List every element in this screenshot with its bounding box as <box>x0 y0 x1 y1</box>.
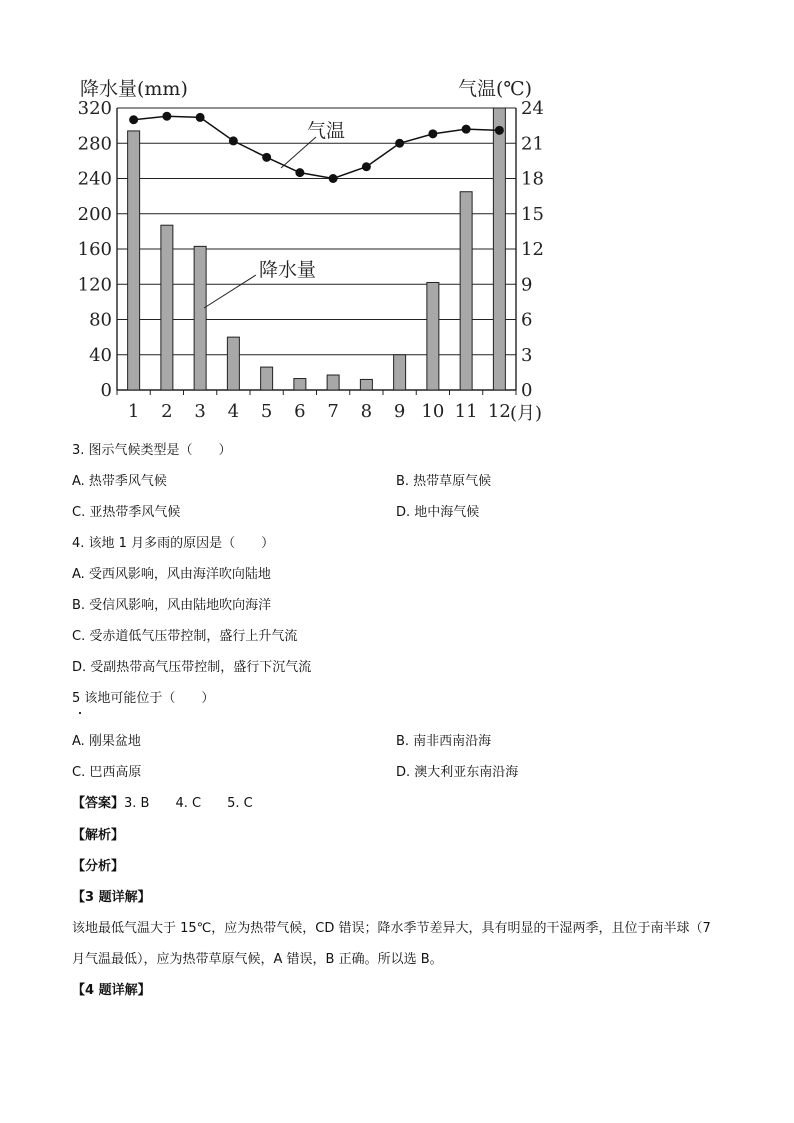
right-axis-title: 气温(℃) <box>458 78 533 100</box>
right-tick-label: 12 <box>521 239 544 260</box>
jiexi-heading: 【解析】 <box>72 828 125 843</box>
x-tick-label: 3 <box>194 401 206 422</box>
q4-option-a: A. 受西风影响，风由海洋吹向陆地 <box>72 567 271 582</box>
x-tick-label: 2 <box>161 401 173 422</box>
temp-annotation-label: 气温 <box>307 120 346 142</box>
precip-bar <box>294 379 306 390</box>
right-tick-label: 21 <box>521 133 544 155</box>
x-tick-label: 11 <box>454 401 478 422</box>
x-tick-label: 9 <box>393 401 406 422</box>
q5-option-a: A. 刚果盆地 <box>72 734 141 749</box>
temp-point <box>129 115 138 124</box>
q4-detail-heading: 【4 题详解】 <box>72 983 151 998</box>
q5-option-c: C. 巴西高原 <box>72 765 142 780</box>
temp-point <box>462 125 471 134</box>
precip-bar <box>128 131 140 390</box>
stray-dot <box>79 712 81 714</box>
precip-bar <box>327 375 339 390</box>
x-axis-labels <box>128 401 511 422</box>
precip-annotation-leader <box>204 275 256 308</box>
left-tick-label: 0 <box>100 380 112 401</box>
right-tick-label: 0 <box>521 380 533 401</box>
q4-option-d: D. 受副热带高气压带控制，盛行下沉气流 <box>72 660 312 675</box>
x-axis-unit: (月) <box>510 403 543 424</box>
temp-point <box>362 162 371 171</box>
temp-point <box>262 153 271 162</box>
temp-point <box>295 168 304 177</box>
temp-point <box>196 113 205 122</box>
temp-point <box>229 136 238 145</box>
climate-chart <box>70 70 570 430</box>
right-tick-label: 24 <box>521 98 544 119</box>
left-tick-label: 320 <box>77 98 112 119</box>
temp-point <box>329 174 338 183</box>
q3-option-c: C. 亚热带季风气候 <box>72 505 181 520</box>
x-tick-label: 5 <box>260 401 273 422</box>
left-tick-label: 280 <box>77 133 112 155</box>
precip-bar <box>427 282 439 390</box>
answer-label: 【答案】 <box>72 796 125 811</box>
precip-bar <box>460 192 472 390</box>
precip-bar <box>194 246 206 390</box>
q3-option-b: B. 热带草原气候 <box>396 474 492 489</box>
answer-line <box>72 795 253 813</box>
fenxi-heading: 【分析】 <box>72 859 125 874</box>
right-tick-label: 9 <box>521 274 533 296</box>
q4-option-b: B. 受信风影响，风由陆地吹向海洋 <box>72 598 272 613</box>
question-5: 5 该地可能位于（ ） <box>72 691 215 706</box>
precip-bar <box>261 367 273 390</box>
x-tick-label: 8 <box>360 401 373 422</box>
chart-grid <box>117 108 516 395</box>
x-tick-label: 10 <box>421 401 445 422</box>
precip-bar <box>493 108 505 390</box>
x-tick-label: 4 <box>227 401 240 422</box>
right-tick-label: 18 <box>521 168 544 190</box>
precip-annotation-label: 降水量 <box>259 259 317 281</box>
q3-detail-heading: 【3 题详解】 <box>72 890 151 905</box>
left-tick-label: 200 <box>77 203 112 225</box>
right-tick-label: 6 <box>521 309 533 331</box>
left-tick-label: 80 <box>89 309 112 331</box>
precip-bar <box>161 225 173 390</box>
precip-bar <box>360 379 372 390</box>
left-axis-title: 降水量(mm) <box>80 78 188 100</box>
right-tick-label: 15 <box>521 203 544 225</box>
right-tick-label: 3 <box>521 344 533 366</box>
left-tick-label: 240 <box>77 168 112 190</box>
q3-option-a: A. 热带季风气候 <box>72 474 167 489</box>
question-4: 4. 该地 1 月多雨的原因是（ ） <box>72 536 275 551</box>
x-tick-label: 1 <box>127 401 140 422</box>
left-tick-label: 160 <box>77 239 112 260</box>
left-tick-label: 120 <box>77 274 112 296</box>
temp-point <box>428 129 437 138</box>
x-tick-label: 7 <box>327 401 339 422</box>
q3-option-d: D. 地中海气候 <box>396 505 480 520</box>
q5-option-d: D. 澳大利亚东南沿海 <box>396 765 519 780</box>
left-axis-tick-labels <box>78 98 112 401</box>
q5-option-b: B. 南非西南沿海 <box>396 734 492 749</box>
answer-text: 3. B 4. C 5. C <box>124 796 253 811</box>
precip-bar <box>394 355 406 390</box>
precip-bar <box>227 337 239 390</box>
q3-detail-text: 该地最低气温大于 15℃，应为热带气候，CD 错误；降水季节差异大，具有明显的干湿两季，且位于南半球（7 月气温最低），应为热带草原气候，A 错误，B 正确。所以选 B。 <box>72 921 711 967</box>
left-tick-label: 40 <box>89 344 112 366</box>
temp-point <box>495 126 504 135</box>
x-tick-label: 12 <box>487 401 511 422</box>
right-axis-tick-labels <box>521 98 544 401</box>
x-tick-label: 6 <box>294 401 306 422</box>
q4-option-c: C. 受赤道低气压带控制，盛行上升气流 <box>72 629 298 644</box>
temp-point <box>395 139 404 148</box>
question-3: 3. 图示气候类型是（ ） <box>72 443 232 458</box>
temp-point <box>162 112 171 121</box>
